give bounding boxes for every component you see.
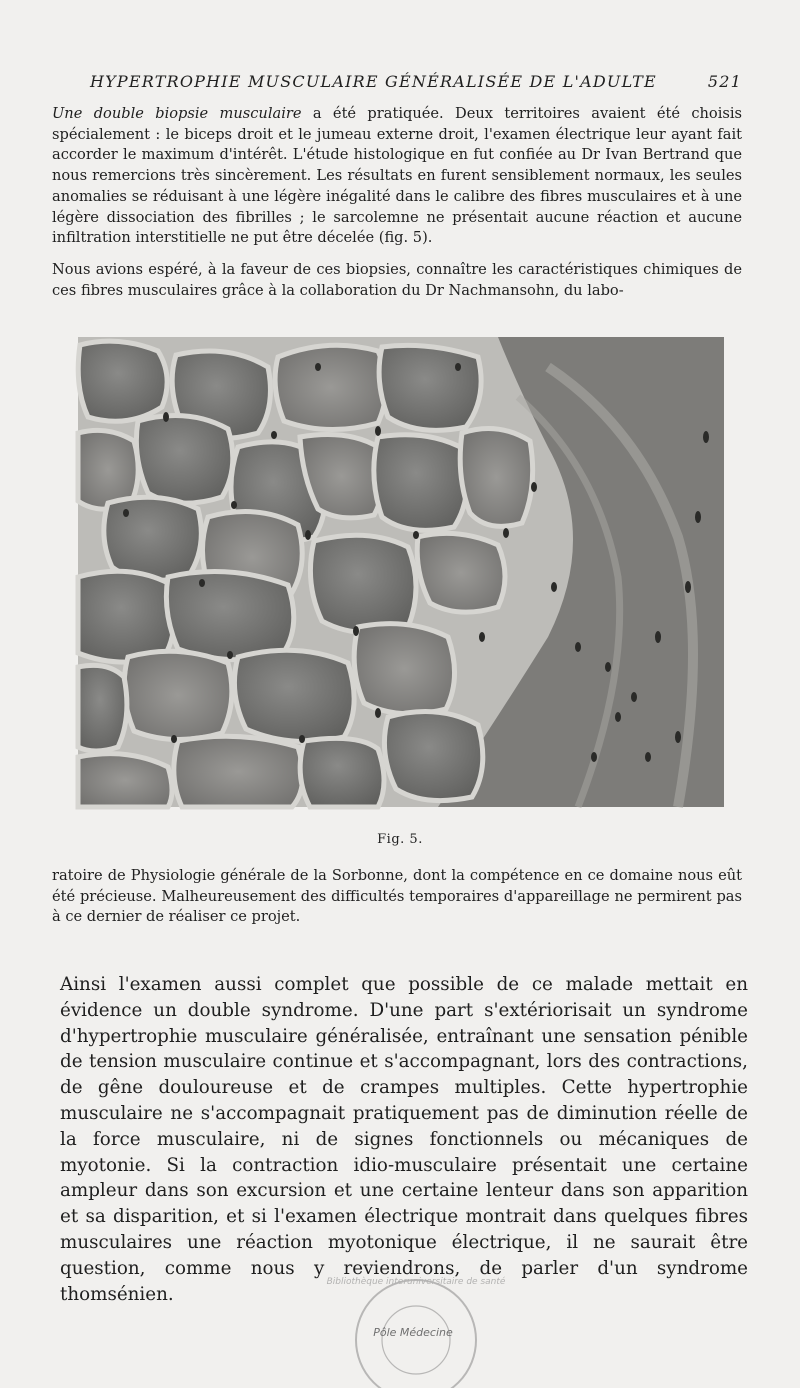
paragraph-conclusion: Ainsi l'examen aussi complet que possible de ce malade mettait en évidence un double syndrome. D'une part s'extériorisait un syndrome d'hypertrophie musculaire généralisée, entraînant une sensation pénible de tension musculaire continue et s'accompagnant, lors des contractions, de gêne douloureuse et de crampes multiples. Cette hypertrophie musculaire ne s'accompagnait pratiquement pas de diminution réelle de la force musculaire, ni de signes fonctionnels ou mécaniques de myotonie. Si la contraction idio-musculaire présentait une certaine ampleur dans son excursion et une certaine lenteur dans son apparition et sa disparition, et si l'examen électrique montrait dans quelques fibres musculaires une réaction myotonique électrique, il ne saurait être question, comme nous y reviendrons, de parler d'un syndrome thomsénien. — [60, 974, 748, 1305]
micrograph-image — [78, 337, 724, 807]
figure-caption: Fig. 5. — [377, 832, 423, 847]
running-title: HYPERTROPHIE MUSCULAIRE GÉNÉRALISÉE DE L'ADULTE — [90, 72, 657, 91]
paragraph-biopsy-lead: Une double biopsie musculaire — [52, 105, 302, 122]
running-header — [90, 72, 742, 98]
stamp-ring-text: Bibliothèque interuniversitaire de santé — [326, 1277, 506, 1287]
paragraph-biopsy-body: a été pratiquée. Deux territoires avaient été choisis spécialement : le biceps droit et le jumeau externe droit, l'examen électrique leur ayant fait accorder le maximum d'intérêt. L'étude histologique en fut confiée au Dr Ivan Bertrand que nous remercions très sincèrement. Les résultats en furent sensiblement normaux, les seules anomalies se réduisant à une légère inégalité dans le calibre des fibres musculaires et à une légère dissociation des fibrilles ; le sarcolemne ne présentait aucune réaction et aucune infiltration interstitielle ne put être décelée (fig. 5). — [52, 105, 743, 247]
stamp-label: Pôle Médecine — [373, 1326, 453, 1339]
page-number: 521 — [707, 72, 742, 91]
paragraph-sorbonne: ratoire de Physiologie générale de la Sorbonne, dont la compétence en ce domaine nous eût été précieuse. Malheureusement des difficultés temporaires d'appareillage ne permirent pas à ce dernier de réaliser ce projet. — [52, 867, 742, 926]
paragraph-biopsy — [52, 104, 742, 249]
muscle-micrograph — [78, 337, 724, 807]
paragraph-chemistry: Nous avions espéré, à la faveur de ces biopsies, connaître les caractéristiques chimiques de ces fibres musculaires grâce à la collaboration du Dr Nachmansohn, du labo- — [52, 261, 742, 299]
